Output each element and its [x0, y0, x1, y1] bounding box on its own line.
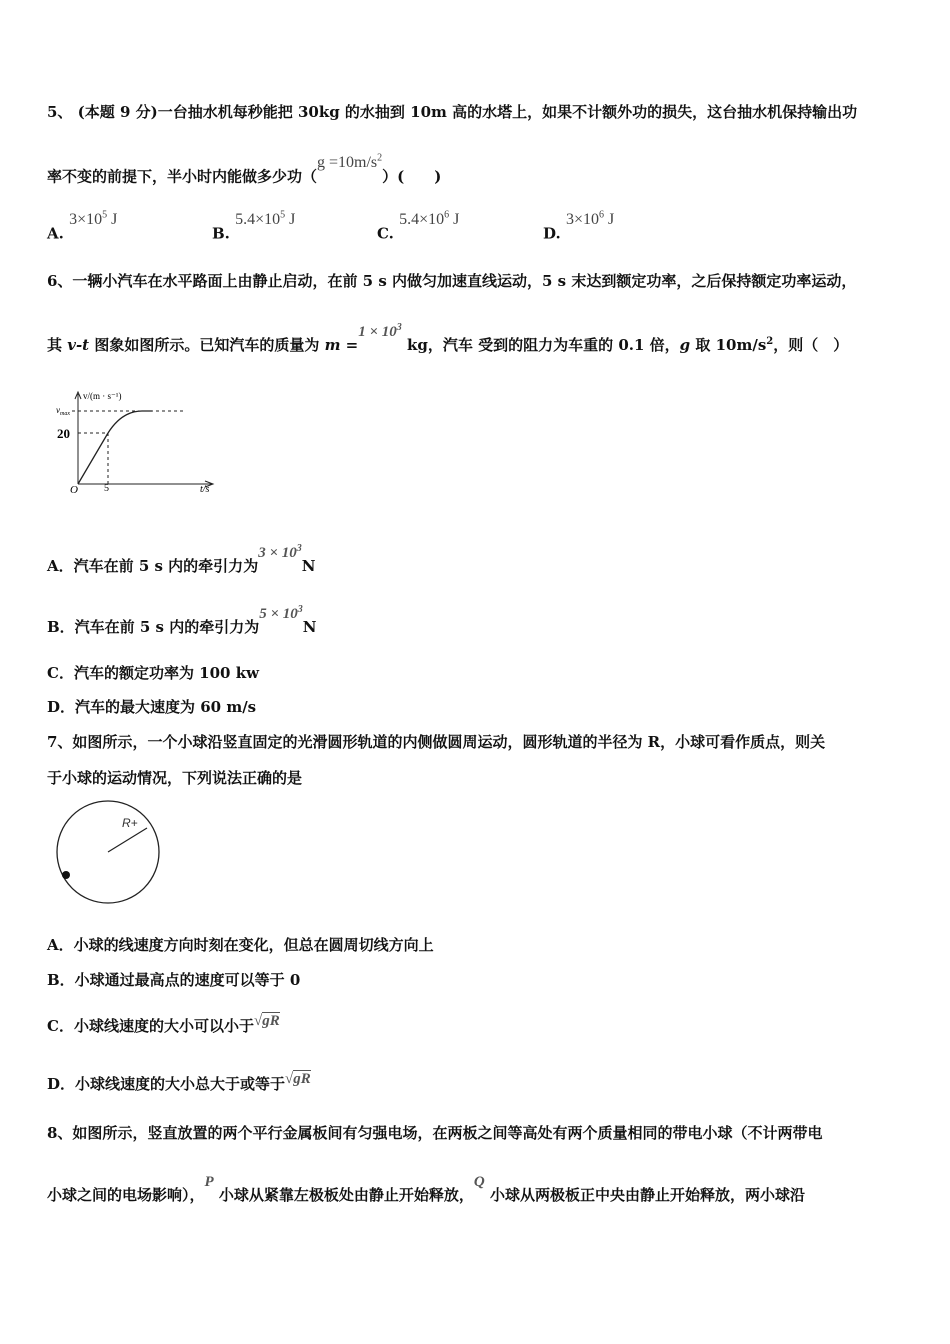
q5-option-c-value: $5.4\times 10^6$ J [399, 210, 460, 229]
q6-line1: 6、一辆小汽车在水平路面上由静止启动，在前 5 s 内做匀加速直线运动，5 s 末达到额定功率，之后保持额定功率运动， [47, 272, 857, 290]
q5-option-b-value: $5.4\times 10^5$ J [235, 210, 296, 229]
q5-option-a: A. $3\times 10^5$ J [47, 210, 118, 243]
q5-line2 [47, 153, 442, 187]
vt-graph-x-label: t/s [200, 484, 210, 495]
q7-option-b: B．小球通过最高点的速度可以等于 0 [47, 971, 301, 989]
q7-option-d: D．小球线速度的大小总大于或等于√gR [47, 1071, 311, 1093]
vt-graph-20-label: 20 [57, 426, 70, 441]
q5-option-d-value: $3\times 10^6$ J [565, 210, 615, 229]
q5-option-a-value: $3\times 10^5$ J [69, 210, 118, 229]
vt-graph-vmax-label: $v_{max}$ [56, 405, 70, 417]
q7-line2: 于小球的运动情况，下列说法正确的是 [47, 769, 303, 787]
q8-P-symbol: P [204, 1174, 214, 1190]
q5-option-d: D. $3\times 10^6$ J [543, 210, 615, 243]
vt-graph-x5-label: 5 [104, 483, 109, 494]
q8-line2: 小球之间的电场影响），P 小球从紧靠左极板处由静止开始释放，Q 小球从两极板正中央由静止开始释放，两小球沿 [47, 1174, 805, 1204]
q6-option-a-value: $3 \times 10^3$ [258, 543, 302, 561]
circle-track-figure [52, 800, 164, 906]
vt-graph-curve [108, 411, 152, 433]
q7-option-c: C．小球线速度的大小可以小于√gR [47, 1013, 280, 1035]
q5-line2-pre: 率不变的前提下，半小时内能做多少功（ [47, 167, 318, 186]
q6-line2: 其 v-t 图象如图所示。已知汽车的质量为 $m =1 \times 10^3$ kg，汽车 受到的阻力为车重的 0.1 倍，g 取 $10m/s^2$，则（ ） [47, 322, 849, 354]
q5-g-formula: $g =10m/s^2$ [317, 153, 383, 172]
q5-option-b: B. $5.4\times 10^5$ J [212, 210, 296, 243]
radius-line [108, 828, 147, 852]
q7-option-d-sqrt: √gR [285, 1071, 311, 1087]
q7-option-c-sqrt: √gR [253, 1013, 280, 1029]
q5-line2-post: ）( ) [382, 167, 442, 186]
q5-option-c: C. $5.4\times 10^6$ J [377, 210, 460, 243]
q6-mass-value: $1 \times 10^3$ [358, 322, 402, 340]
vt-graph [52, 384, 222, 496]
ball-dot [62, 871, 70, 879]
vt-graph-y-label: v/(m · s⁻¹) [83, 391, 122, 401]
vt-graph-origin: O [70, 484, 78, 496]
vt-graph-accel-line [78, 433, 108, 484]
q8-line1: 8、如图所示，竖直放置的两个平行金属板间有匀强电场，在两板之间等高处有两个质量相同的带电小球（不计两带电 [47, 1124, 823, 1142]
q6-option-d: D．汽车的最大速度为 60 m/s [47, 698, 257, 716]
q8-Q-symbol: Q [473, 1174, 485, 1190]
q5-line1: 5、 (本题 9 分)一台抽水机每秒能把 30kg 的水抽到 10m 高的水塔上，如果不计额外功的损失，这台抽水机保持输出功 [47, 103, 858, 121]
q6-option-c: C．汽车的额定功率为 100 kw [47, 664, 260, 682]
q6-option-b: B．汽车在前 5 s 内的牵引力为$5 \times 10^3N$ [47, 604, 317, 636]
q6-option-a: A．汽车在前 5 s 内的牵引力为$3 \times 10^3N$ [47, 543, 316, 575]
q7-option-a: A．小球的线速度方向时刻在变化，但总在圆周切线方向上 [47, 936, 434, 954]
radius-label: R+ [122, 816, 138, 830]
q7-line1: 7、如图所示，一个小球沿竖直固定的光滑圆形轨道的内侧做圆周运动，圆形轨道的半径为 R，小球可看作质点，则关 [47, 733, 826, 751]
q6-option-b-value: $5 \times 10^3$ [259, 604, 303, 622]
